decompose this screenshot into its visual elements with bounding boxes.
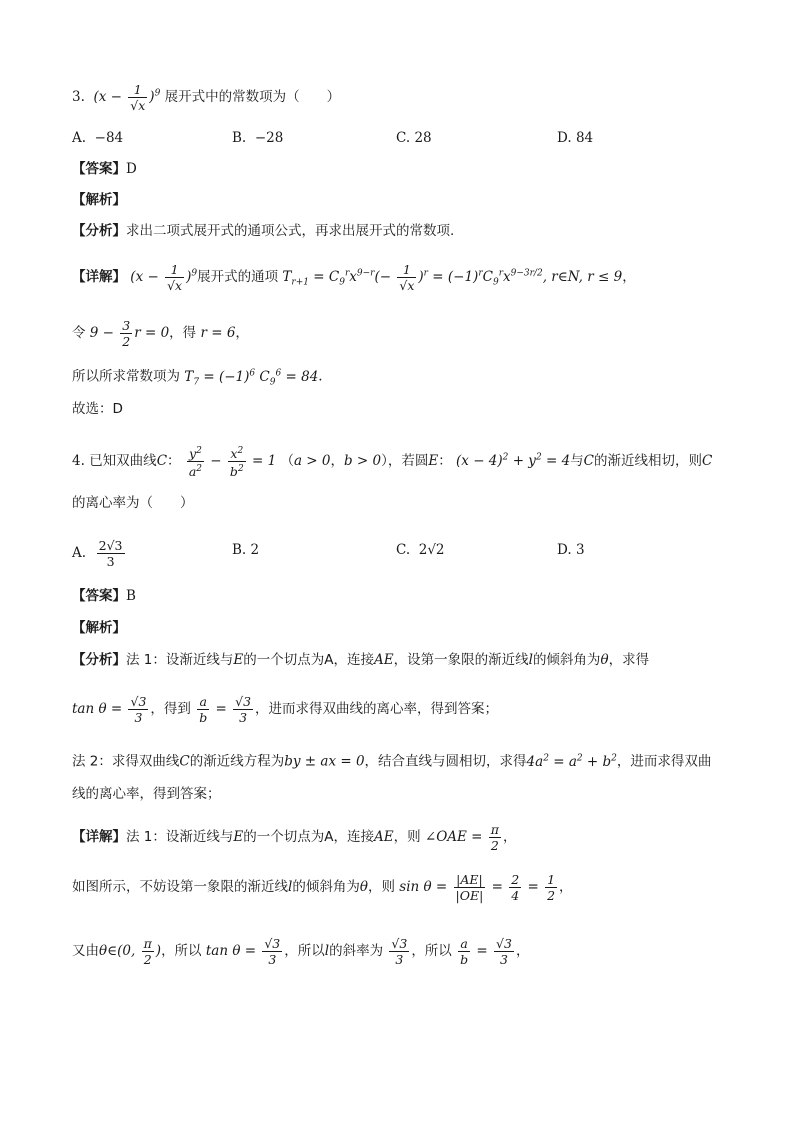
q4-stem-line2: 的离心率为（ ） [72, 495, 194, 511]
q3-option-c: C. 28 [396, 130, 432, 146]
q3-option-b: B. −28 [232, 130, 284, 146]
q3-number: 3. [72, 89, 85, 105]
q4-stem-line1: 4. 已知双曲线C： $\frac{y^2}{a^2}$ − $\frac{x^2}{b^2}$ = 1 （a > 0，b > 0），若圆E： $(x - 4)^2 + y^2 = 4$与C的渐近线相切，则C [72, 446, 713, 480]
q4-analysis-1: 【分析】法 1：设渐近线与E的一个切点为A，连接AE，设第一象限的渐近线l的倾斜角为θ，求得 [72, 652, 650, 668]
q3-jiexi: 【解析】 [72, 192, 126, 208]
q4-option-a: A. $\frac{2√3}{3}$ [72, 538, 123, 569]
q3-stem-text: 展开式中的常数项为（ ） [164, 89, 341, 105]
q3-detail-2: 令 9 − $\frac{3}{2}$ r = 0，得 r = 6， [72, 318, 249, 349]
q3-stem [72, 82, 340, 113]
q3-answer: 【答案】D [72, 161, 137, 177]
q3-analysis: 【分析】求出二项式展开式的通项公式，再求出展开式的常数项. [72, 223, 455, 239]
q4-answer: 【答案】B [72, 588, 136, 604]
q3-detail-1: 【详解】 (x − $\frac{1}{√x}$ )$^9$展开式的通项 $T_{r+1} = C_9^rx^{9-r}(-$ $\frac{1}{√x}$ )$^r = (-1)^rC_9^rx^{9-3r/2}$, r∈N, r ≤ 9， [72, 262, 636, 293]
q3-detail-4: 故选：D [72, 401, 123, 417]
q4-detail-1: 【详解】法 1：设渐近线与E的一个切点为A，连接AE，则 ∠OAE = $\frac{\pi}{2}$ ， [72, 822, 517, 853]
q4-analysis-3: 法 2：求得双曲线C的渐近线方程为by ± ax = 0，结合直线与圆相切，求得$4a^2 = a^2 + b^2$，进而求得双曲 [72, 753, 712, 770]
q3-detail-3: 所以所求常数项为 $T_7 = (-1)^6$ $C_9^6 = 84$. [72, 368, 323, 388]
q4-analysis-2: tan θ = $\frac{√3}{3}$ ，得到 $\frac{a}{b}$ = $\frac{√3}{3}$ ，进而求得双曲线的离心率，得到答案； [72, 694, 499, 725]
q4-analysis-4: 线的离心率，得到答案； [72, 786, 221, 802]
q4-option-b: B. 2 [232, 542, 260, 558]
q3-expression: (x − $\frac{1}{√x}$ )$^9$ [89, 82, 161, 113]
q4-option-d: D. 3 [557, 542, 585, 558]
q3-option-a: A. −84 [72, 130, 124, 146]
q3-option-d: D. 84 [557, 130, 594, 146]
q4-detail-3: 又由θ∈(0, $\frac{\pi}{2}$ )，所以 tan θ = $\frac{√3}{3}$ ，所以l的斜率为 $\frac{√3}{3}$ ，所以 $\frac{a}{b}$ = $\frac{√3}{3}$ ， [72, 936, 530, 967]
q4-detail-2: 如图所示，不妨设第一象限的渐近线l的倾斜角为θ，则 sin θ = $\frac{|AE|}{|OE|}$ = $\frac{2}{4}$ = $\frac{1}{2}$ ， [72, 872, 573, 903]
q4-option-c: C. 2√2 [396, 542, 445, 558]
q4-jiexi: 【解析】 [72, 620, 126, 636]
